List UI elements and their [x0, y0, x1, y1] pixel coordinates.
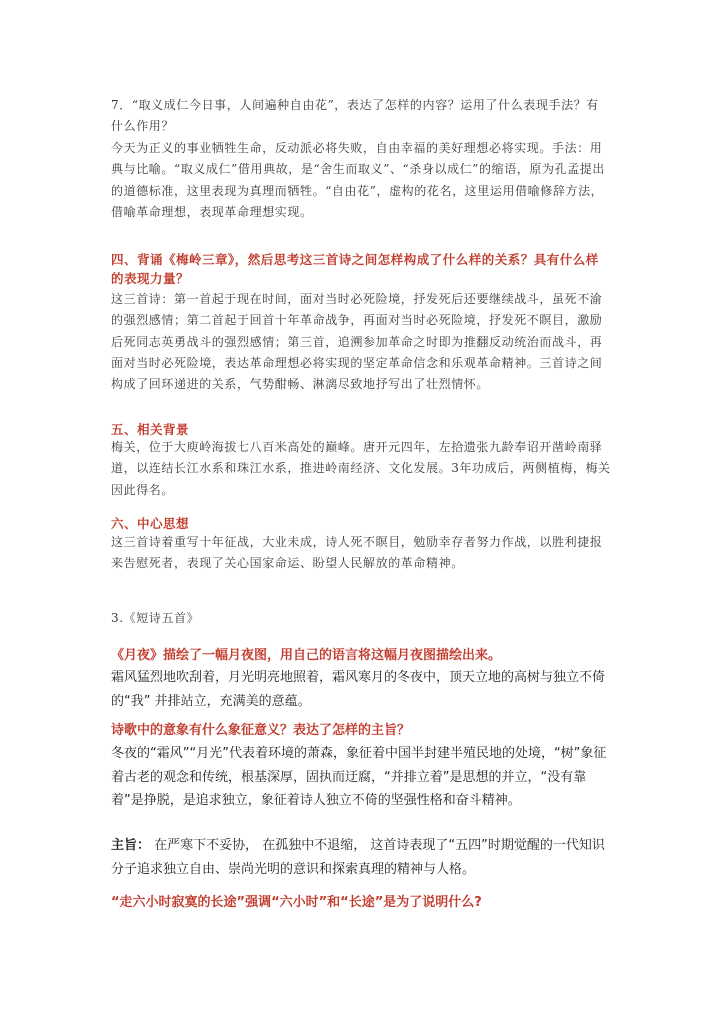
- yueye-heading: 《月夜》描绘了一幅月夜图，用自己的语言将这幅月夜图描绘出来。: [111, 648, 502, 663]
- imagery-heading: 诗歌中的意象有什么象征意义？表达了怎样的主旨？: [111, 723, 411, 738]
- yueye-body: 霜风猛烈地吹刮着，月光明亮地照着，霜风寒月的冬夜中，顶天立地的高树与独立不倚的“我” 并排站立，充满美的意蕴。: [111, 670, 606, 709]
- poem-3-title: 3.《短诗五首》: [111, 611, 200, 625]
- section-4-body: 这三首诗：第一首起于现在时间，面对当时必死险境，抒发死后还要继续战斗，虽死不渝的强烈感情；第二首起于回首十年革命战争，再面对当时必死险境，抒发死不瞑目，激励后死同志英勇战斗的强烈感情；第三首，追溯参加革命之时即为推翻反动统治而战斗，再面对当时必死险境，表达革命理想必将实现的坚定革命信念和乐观革命精神。三首诗之间构成了回环递进的关系，气势酣畅、淋漓尽致地抒写出了壮烈情怀。: [111, 292, 603, 392]
- section-4-heading: 四、背诵《梅岭三章》，然后思考这三首诗之间怎样构成了什么样的关系？具有什么样的表现力量？: [111, 252, 599, 286]
- theme-body: 在严寒下不妥协， 在孤独中不退缩， 这首诗表现了“五四”时期觉醒的一代知识分子追求独立自由、崇尚光明的意识和探索真理的精神与人格。: [111, 838, 605, 877]
- imagery-body: 冬夜的“霜风”“月光”代表着环境的萧森，象征着中国半封建半殖民地的处境，“树”象征着古老的观念和传统，根基深厚，固执而迂腐，“并排立着”是思想的并立，“没有靠着”是挣脱，是追求独立，象征着诗人独立不倚的坚强性格和奋斗精神。: [111, 746, 607, 809]
- section-6-body: 这三首诗着重写十年征战，大业未成，诗人死不瞑目，勉励幸存者努力作战，以胜利捷报来告慰死者，表现了关心国家命运、盼望人民解放的革命精神。: [111, 535, 603, 571]
- section-5-heading: 五、相关背景: [111, 422, 190, 437]
- q7-answer: 今天为正义的事业牺牲生命，反动派必将失败，自由幸福的美好理想必将实现。手法：用典与比喻。“取义成仁”借用典故，是“舍生而取义”、“杀身以成仁”的缩语，原为孔孟提出的道德标准，这里表现为真理而牺牲。“自由花”，虚构的花名，这里运用借喻修辞方法，借喻革命理想，表现革命理想实现。: [111, 141, 606, 219]
- theme-paragraph: [111, 834, 611, 881]
- section-5-body: 梅关，位于大庾岭海拔七八百米高处的巅峰。唐开元四年，左拾遗张九龄奉诏开凿岭南驿道，以连结长江水系和珠江水系，推进岭南经济、文化发展。3年功成后，两侧植梅，梅关因此得名。: [111, 440, 611, 497]
- section-6-heading: 六、中心思想: [111, 516, 190, 531]
- theme-label: 主旨：: [111, 838, 151, 853]
- last-question: “走六小时寂寞的长途”强调“六小时”和“长途”是为了说明什么?: [111, 895, 482, 910]
- q7-question: 7．“取义成仁今日事，人间遍种自由花”，表达了怎样的内容？运用了什么表现手法？有什么作用？: [111, 98, 599, 134]
